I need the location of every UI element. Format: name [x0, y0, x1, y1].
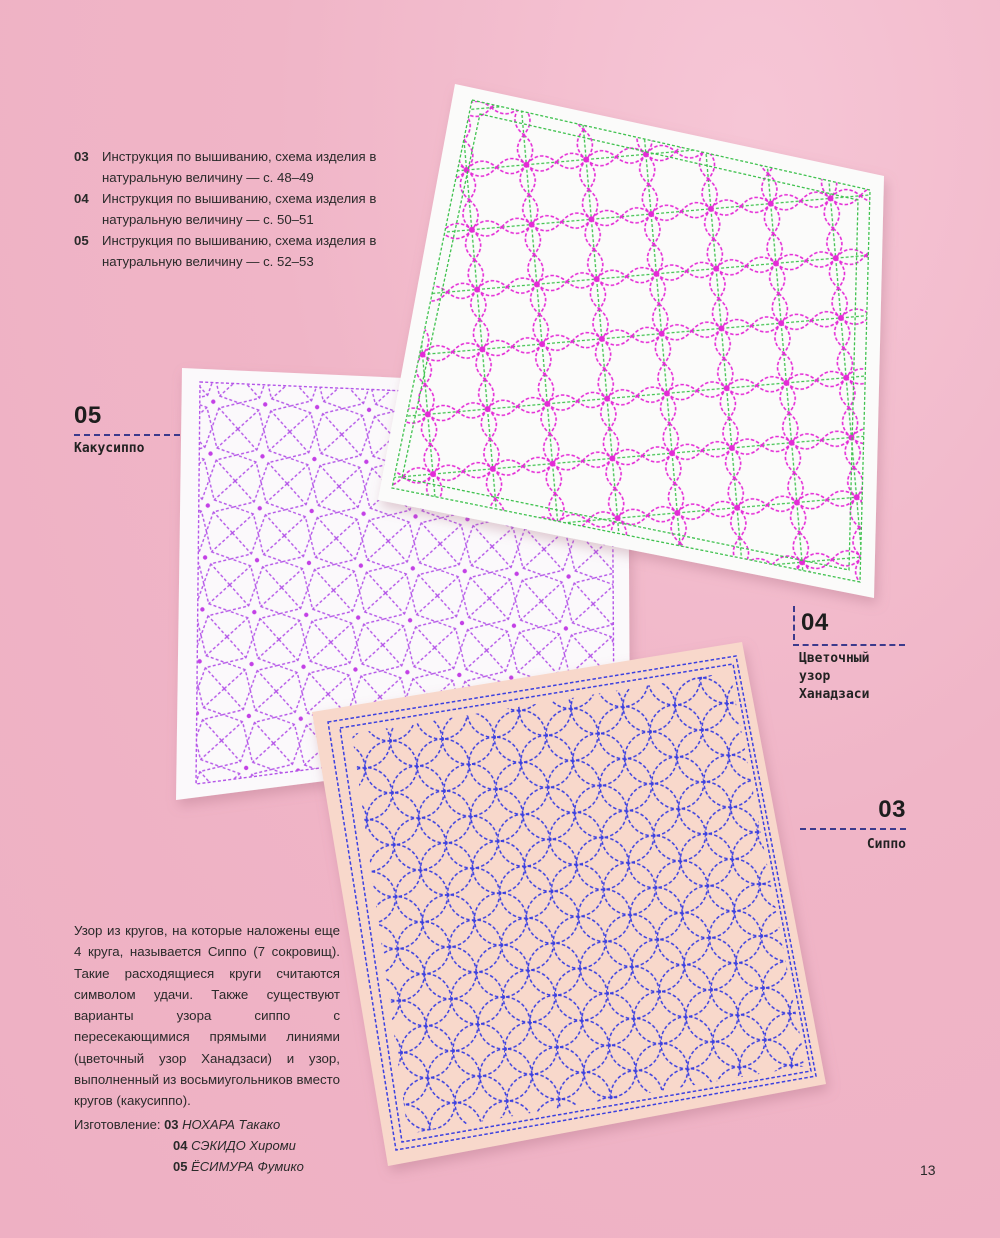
credits-label: Изготовление:: [74, 1117, 161, 1132]
label-05: [74, 402, 180, 458]
item-number: 05: [74, 402, 102, 429]
label-04: [793, 606, 905, 704]
reference-text: Инструкция по вышиванию, схема изделия в натуральную величину — с. 48–49: [102, 149, 377, 185]
credit-given-name: Такако: [238, 1117, 281, 1132]
credit-given-name: Хироми: [249, 1138, 296, 1153]
reference-text: Инструкция по вышиванию, схема изделия в натуральную величину — с. 50–51: [102, 191, 377, 227]
reference-number: 05: [74, 233, 89, 248]
reference-text: Инструкция по вышиванию, схема изделия в натуральную величину — с. 52–53: [102, 233, 377, 269]
credit-number: 03: [164, 1117, 179, 1132]
reference-item: [74, 230, 394, 272]
credit-surname: НОХАРА: [182, 1117, 235, 1132]
dashed-divider: [800, 828, 906, 830]
item-name: Какусиппо: [74, 441, 145, 456]
reference-number: 04: [74, 191, 89, 206]
dashed-divider: [74, 434, 180, 436]
credit-surname: СЭКИДО: [191, 1138, 246, 1153]
credit-row: [74, 1135, 304, 1156]
reference-item: [74, 188, 394, 230]
item-number: 03: [878, 796, 906, 823]
item-number: 04: [801, 609, 829, 636]
reference-item: [74, 146, 394, 188]
credits: [74, 1114, 304, 1177]
label-03: [800, 796, 906, 854]
credit-row: [74, 1156, 304, 1177]
credit-given-name: Фумико: [257, 1159, 304, 1174]
credit-number: 04: [173, 1138, 188, 1153]
reference-number: 03: [74, 149, 89, 164]
page-number: 13: [920, 1162, 936, 1178]
item-name-line: Цветочный: [799, 651, 870, 666]
item-name-line: узор: [799, 669, 831, 684]
credit-surname: ЁСИМУРА: [191, 1159, 254, 1174]
credit-number: 05: [173, 1159, 188, 1174]
dashed-divider: [793, 644, 905, 646]
item-name: Сиппо: [866, 837, 906, 852]
credit-row: [74, 1114, 304, 1135]
dashed-tick: [793, 606, 795, 640]
reference-list: [74, 146, 394, 272]
item-name-line: Ханадзаси: [799, 687, 870, 702]
description-text: Узор из кругов, на которые наложены еще 4 круга, называется Сиппо (7 сокровищ). Такие расходящиеся круги считаются символом удачи. Также существуют варианты узора сиппо с пересекающимися прямыми линиями (цветочный узор Ханадзаси) и узор, выполненный из восьмиугольников вместо кругов (какусиппо).: [74, 923, 340, 1109]
sampler-03: [312, 642, 826, 1166]
